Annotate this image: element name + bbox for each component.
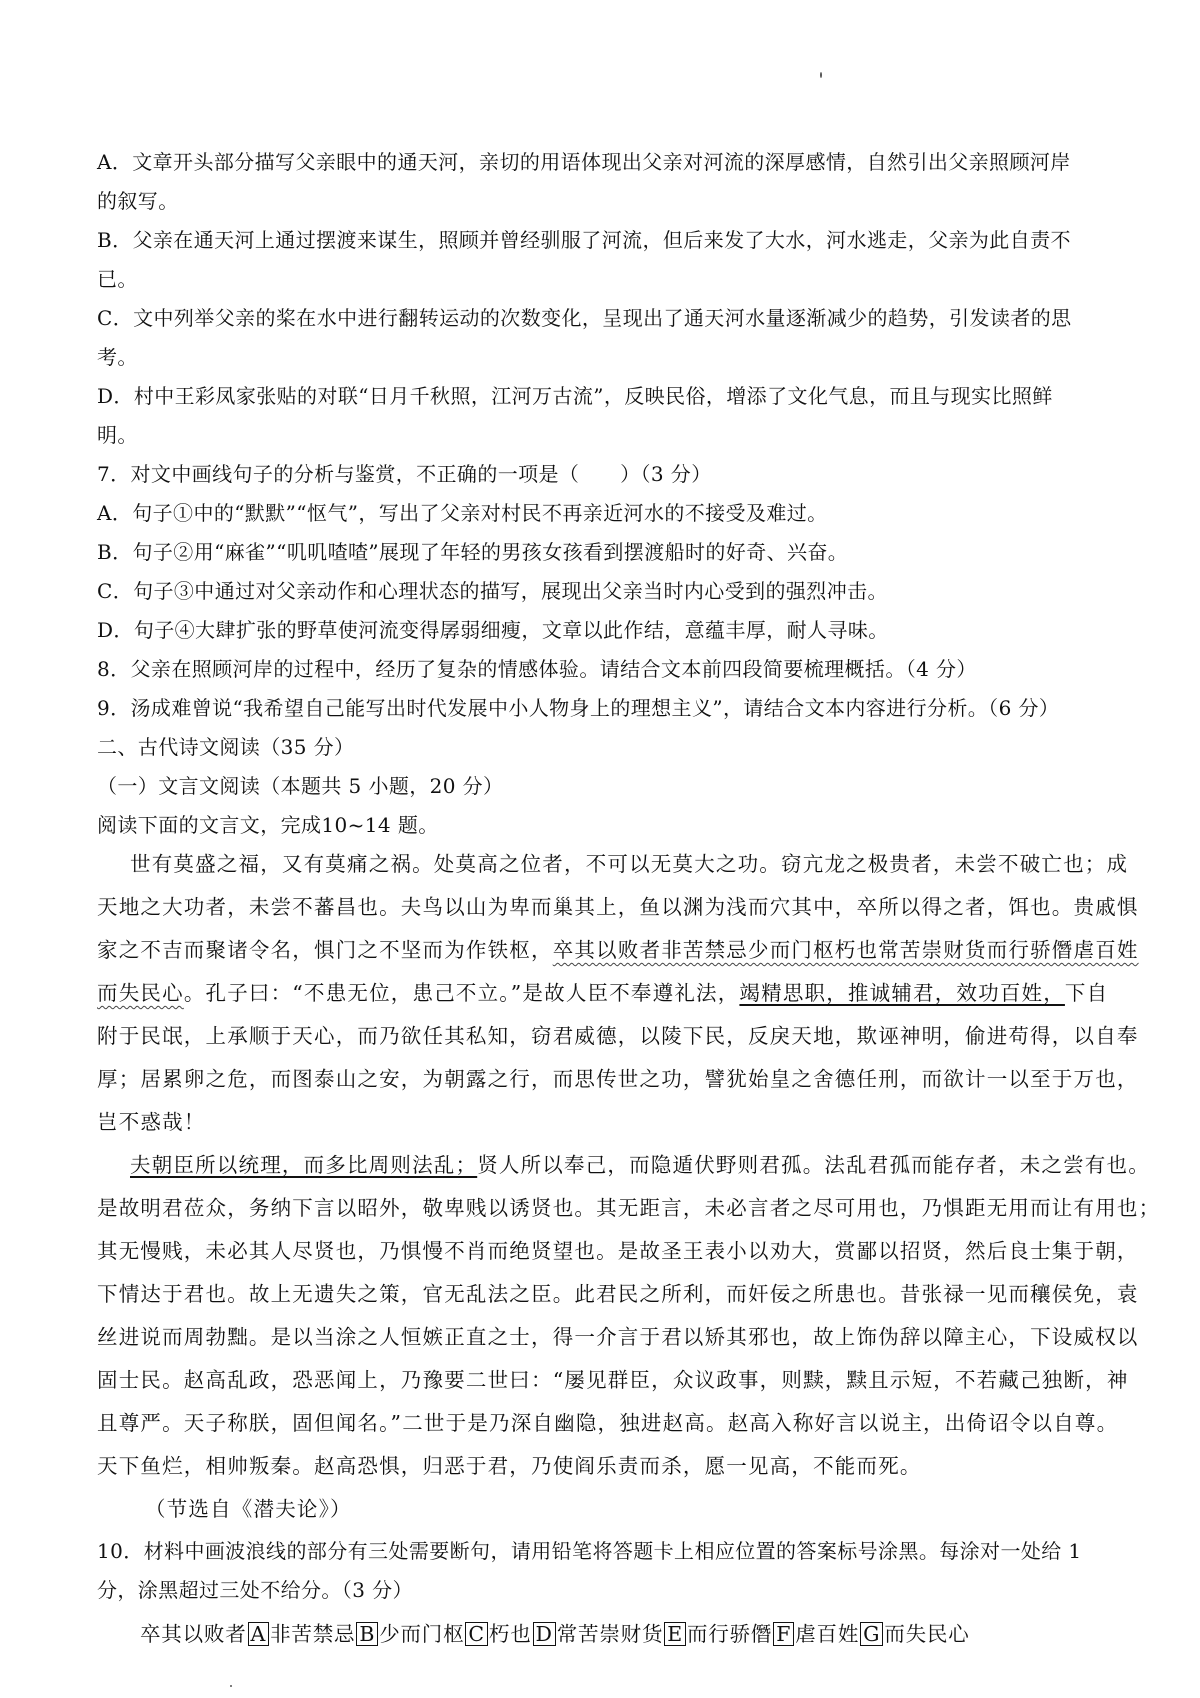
answer-label-f[interactable]: F <box>773 1622 794 1646</box>
passage-text: 下自 <box>1064 981 1109 1005</box>
answer-label-d[interactable]: D <box>533 1622 556 1646</box>
segment-text: 虐百姓 <box>795 1622 860 1646</box>
passage-p1-line7: 岂不惑哉！ <box>97 1110 206 1134</box>
reading-instruction: 阅读下面的文言文，完成10~14 题。 <box>97 813 439 837</box>
segment-text: 而失民心 <box>884 1622 970 1646</box>
underlined-sentence: 竭精思职，推诚辅君，效功百姓， <box>739 981 1065 1005</box>
q7-option-d: D．句子④大肆扩张的野草使河流变得孱弱细瘦，文章以此作结，意蕴丰厚，耐人寻味。 <box>97 618 889 642</box>
answer-label-g[interactable]: G <box>860 1622 883 1646</box>
section-heading: 二、古代诗文阅读（35 分） <box>97 735 355 759</box>
q6-option-a-line1: A．文章开头部分描写父亲眼中的通天河，亲切的用语体现出父亲对河流的深厚感情，自然引出父亲照顾河岸 <box>97 150 1071 174</box>
passage-source: （节选自《潜夫论》） <box>145 1497 352 1521</box>
underlined-sentence: 夫朝臣所以统理，而多比周则法乱； <box>130 1153 478 1177</box>
q6-option-d-line1: D．村中王彩凤家张贴的对联“日月千秋照，江河万古流”，反映民俗，增添了文化气息，而且与现实比照鲜 <box>97 384 1053 408</box>
passage-p1-line5: 附于民氓，上承顺于天心，而乃欲任其私知，窃君威德，以陵下民，反戾天地，欺诬神明，偷进苟得，以自奉 <box>97 1024 1139 1048</box>
q10-stem-line2: 分，涂黑超过三处不给分。（3 分） <box>97 1578 413 1602</box>
segment-text: 而行骄僭 <box>687 1622 773 1646</box>
passage-p1-line3 <box>97 936 1139 964</box>
segment-text: 少而门枢 <box>379 1622 465 1646</box>
q6-option-b-line1: B．父亲在通天河上通过摆渡来谋生，照顾并曾经驯服了河流，但后来发了大水，河水逃走，父亲为此自责不 <box>97 228 1071 252</box>
passage-p2-line7: 且尊严。天子称朕，固但闻名。”二世于是乃深自幽隐，独进赵高。赵高入称好言以说主，出倚诏令以自尊。 <box>97 1411 1119 1435</box>
passage-p2-line5: 丝进说而周勃黜。是以当涂之人恒嫉正直之士，得一介言于君以矫其邪也，故上饰伪辞以障主心，下设威权以 <box>97 1325 1139 1349</box>
passage-p1-line6: 厚；居累卵之危，而图泰山之安，为朝露之行，而思传世之功，譬犹始皇之舍德任刑，而欲计一以至于万也， <box>97 1067 1139 1091</box>
passage-text: 家之不吉而聚诸令名，惧门之不坚而为作铁枢， <box>97 938 553 962</box>
passage-p2-line2: 是故明君莅众，务纳下言以昭外，敬卑贱以诱贤也。其无距言，未必言者之尽可用也，乃惧距无用而让有用也； <box>97 1196 1161 1220</box>
passage-p1-line2: 天地之大功者，未尝不蕃昌也。夫鸟以山为卑而巢其上，鱼以渊为浅而穴其中，卒所以得之者，饵也。贵戚惧 <box>97 895 1139 919</box>
passage-p2-line8: 天下鱼烂，相帅叛秦。赵高恐惧，归恶于君，乃使阎乐责而杀，愿一见高，不能而死。 <box>97 1454 922 1478</box>
passage-p2-line4: 下情达于君也。故上无遗失之策，官无乱法之臣。此君民之所利，而奸佞之所患也。昔张禄一见而穰侯免，袁 <box>97 1282 1139 1306</box>
q7-stem: 7．对文中画线句子的分析与鉴赏，不正确的一项是（ ）（3 分） <box>97 462 712 486</box>
q10-segmented-sentence <box>140 1620 1117 1648</box>
passage-text: 贤人所以奉己，而隐遁伏野则君孤。法乱君孤而能存者，未之尝有也。 <box>477 1153 1150 1177</box>
segment-text: 常苦崇财货 <box>556 1622 664 1646</box>
q6-option-a-line2: 的叙写。 <box>97 189 179 213</box>
segment-text: 卒其以败者 <box>140 1622 247 1646</box>
answer-label-b[interactable]: B <box>356 1622 378 1646</box>
segment-text: 朽也 <box>488 1622 532 1646</box>
q7-option-c: C．句子③中通过对父亲动作和心理状态的描写，展现出父亲当时内心受到的强烈冲击。 <box>97 579 888 603</box>
passage-p2-line1 <box>130 1151 1150 1179</box>
subsection-heading: （一）文言文阅读（本题共 5 小题，20 分） <box>97 774 504 798</box>
wavy-underlined-sentence-end: 而失民心 <box>97 981 184 1005</box>
q6-option-c-line1: C．文中列举父亲的桨在水中进行翻转运动的次数变化，呈现出了通天河水量逐渐减少的趋势，引发读者的思 <box>97 306 1072 330</box>
q7-option-b: B．句子②用“麻雀”“叽叽喳喳”展现了年轻的男孩女孩看到摆渡船时的好奇、兴奋。 <box>97 540 849 564</box>
q10-stem-line1: 10．材料中画波浪线的部分有三处需要断句，请用铅笔将答题卡上相应位置的答案标号涂黑。每涂对一处给 1 <box>97 1539 1082 1563</box>
q9-question: 9．汤成难曾说“我希望自己能写出时代发展中小人物身上的理想主义”，请结合文本内容进行分析。（6 分） <box>97 696 1060 720</box>
answer-label-a[interactable]: A <box>248 1622 270 1646</box>
wavy-underlined-sentence: 卒其以败者非苦禁忌少而门枢朽也常苦崇财货而行骄僭虐百姓 <box>552 938 1139 962</box>
segment-text: 非苦禁忌 <box>270 1622 356 1646</box>
answer-label-c[interactable]: C <box>465 1622 488 1646</box>
answer-label-e[interactable]: E <box>664 1622 686 1646</box>
q6-option-b-line2: 已。 <box>97 267 138 291</box>
q6-option-c-line2: 考。 <box>97 345 138 369</box>
scan-speck <box>230 1685 232 1687</box>
passage-p2-line3: 其无慢贱，未必其人尽贤也，乃惧慢不肖而绝贤望也。是故圣王表小以劝大，赏鄙以招贤，然后良士集于朝， <box>97 1239 1139 1263</box>
q8-question: 8．父亲在照顾河岸的过程中，经历了复杂的情感体验。请结合文本前四段简要梳理概括。（4 分） <box>97 657 977 681</box>
q7-option-a: A．句子①中的“默默”“怄气”，写出了父亲对村民不再亲近河水的不接受及难过。 <box>97 501 828 525</box>
passage-p1-line1: 世有莫盛之福，又有莫痛之祸。处莫高之位者，不可以无莫大之功。窃亢龙之极贵者，未尝不破亡也；成 <box>130 852 1129 876</box>
passage-p2-line6: 固士民。赵高乱政，恐恶闻上，乃豫要二世曰：“屡见群臣，众议政事，则黩，黩且示短，不若藏己独断，神 <box>97 1368 1129 1392</box>
q6-option-d-line2: 明。 <box>97 423 138 447</box>
passage-p1-line4 <box>97 979 1107 1007</box>
passage-text: 。孔子曰：“不患无位，患己不立。”是故人臣不奉遵礼法， <box>183 981 740 1005</box>
scan-speck <box>820 72 822 78</box>
